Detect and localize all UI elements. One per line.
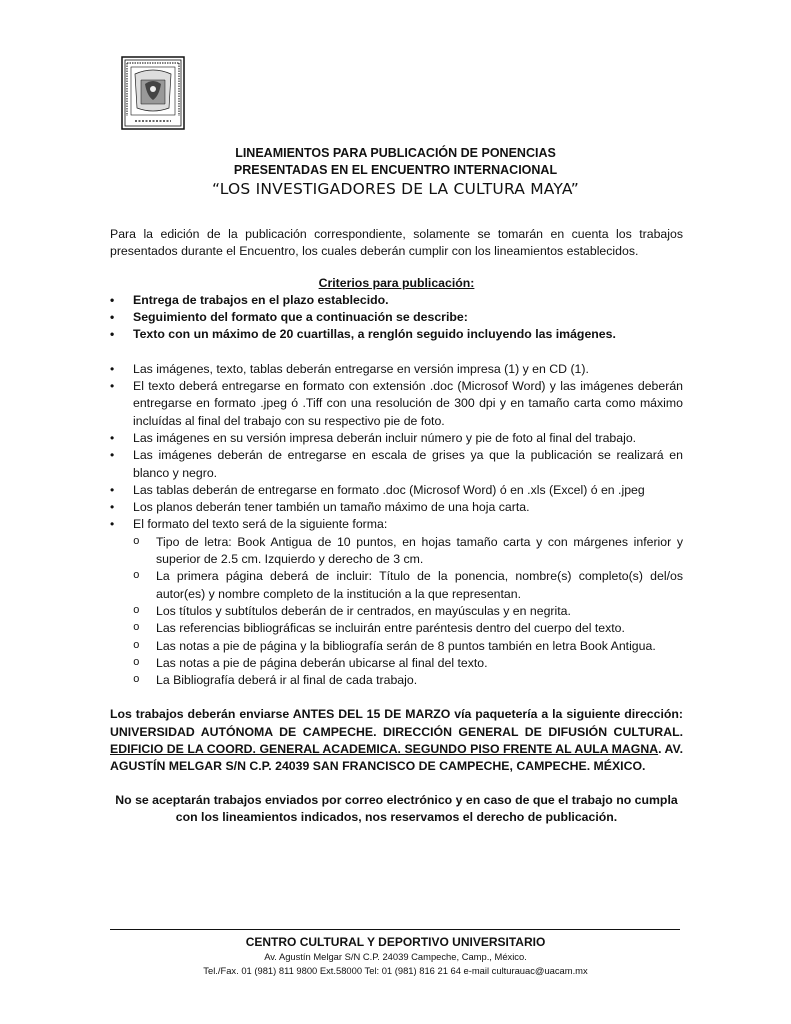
shipping-text-2: . AV. AGUSTÍN MELGAR S/N C.P. 24039 SAN FRANCISCO DE CAMPECHE, CAMPECHE. MÉXICO.	[110, 742, 683, 774]
shipping-building-underlined: EDIFICIO DE LA COORD. GENERAL ACADEMICA. SEGUNDO PISO FRENTE AL AULA MAGNA	[110, 742, 659, 757]
footer-address: Av. Agustín Melgar S/N C.P. 24039 Campeche, Camp., México.	[264, 951, 527, 962]
list-item: • Las imágenes deberán de entregarse en escala de grises ya que la publicación se realizará en blanco y negro.	[110, 447, 683, 482]
intro-paragraph: Para la edición de la publicación correspondiente, solamente se tomarán en cuenta los trabajos presentados durante el Encuentro, los cuales deberán cumplir con los lineamientos establecidos.	[110, 227, 683, 259]
university-seal-logo	[121, 56, 185, 130]
list-item: • Los planos deberán tener también un tamaño máximo de una hoja carta.	[110, 499, 683, 516]
sub-list-item: o Tipo de letra: Book Antigua de 10 puntos, en hojas tamaño carta y con márgenes inferior y superior de 2.5 cm. Izquierdo y derecho de 3 cm.	[133, 534, 683, 569]
email-warning: No se aceptarán trabajos enviados por correo electrónico y en caso de que el trabajo no cumpla con los lineamientos indicados, nos reservamos el derecho de publicación.	[115, 792, 678, 824]
shipping-paragraph	[110, 706, 683, 775]
sub-list-item: o Las notas a pie de página y la bibliografía serán de 8 puntos también en letra Book Antigua.	[133, 638, 683, 655]
footer-contact: Tel./Fax. 01 (981) 811 9800 Ext.58000 Tel: 01 (981) 816 21 64 e-mail culturauac@uacam.mx	[203, 965, 588, 976]
list-item: • Seguimiento del formato que a continuación se describe:	[110, 309, 683, 326]
event-title: “LOS INVESTIGADORES DE LA CULTURA MAYA”	[211, 180, 579, 198]
title-line-2: PRESENTADAS EN EL ENCUENTRO INTERNACIONAL	[233, 163, 558, 177]
requirements-list	[110, 361, 683, 690]
list-item: • Las imágenes, texto, tablas deberán entregarse en versión impresa (1) y en CD (1).	[110, 361, 683, 378]
criteria-heading: Criterios para publicación:	[318, 275, 475, 290]
document-header	[0, 145, 791, 200]
format-sub-list	[133, 534, 683, 690]
sub-list-item: o La Bibliografía deberá ir al final de cada trabajo.	[133, 672, 683, 689]
footer-institution: CENTRO CULTURAL Y DEPORTIVO UNIVERSITARIO	[245, 935, 546, 949]
sub-list-item: o Las referencias bibliográficas se incluirán entre paréntesis dentro del cuerpo del texto.	[133, 620, 683, 637]
footer-divider	[110, 929, 680, 930]
bold-criteria-list	[110, 292, 683, 344]
format-intro: El formato del texto será de la siguiente forma:	[133, 517, 388, 532]
sub-list-item: o La primera página deberá de incluir: Título de la ponencia, nombre(s) completo(s) del/os autor(es) y nombre completo de la institución a la que representan.	[133, 568, 683, 603]
sub-list-item: o Los títulos y subtítulos deberán de ir centrados, en mayúsculas y en negrita.	[133, 603, 683, 620]
shipping-text-1: Los trabajos deberán enviarse ANTES DEL 15 DE MARZO vía paquetería a la siguiente dirección: UNIVERSIDAD AUTÓNOMA DE CAMPECHE. DIRECCIÓN GENERAL DE DIFUSIÓN CULTURAL.	[110, 707, 683, 739]
list-item: • Entrega de trabajos en el plazo establecido.	[110, 292, 683, 309]
document-body	[110, 226, 683, 826]
footer	[0, 934, 791, 978]
list-item	[110, 516, 683, 689]
title-line-1: LINEAMIENTOS PARA PUBLICACIÓN DE PONENCIAS	[235, 146, 556, 160]
sub-list-item: o Las notas a pie de página deberán ubicarse al final del texto.	[133, 655, 683, 672]
list-item: • Las imágenes en su versión impresa deberán incluir número y pie de foto al final del trabajo.	[110, 430, 683, 447]
list-item: • El texto deberá entregarse en formato con extensión .doc (Microsof Word) y las imágenes deberán entregarse en formato .jpeg ó .Tiff con una resolución de 300 dpi y en tamaño carta como máximo incluídas al final del trabajo con su respectivo pie de foto.	[110, 378, 683, 430]
list-item: • Texto con un máximo de 20 cuartillas, a renglón seguido incluyendo las imágenes.	[110, 326, 683, 343]
list-item: • Las tablas deberán de entregarse en formato .doc (Microsof Word) ó en .xls (Excel) ó en .jpeg	[110, 482, 683, 499]
